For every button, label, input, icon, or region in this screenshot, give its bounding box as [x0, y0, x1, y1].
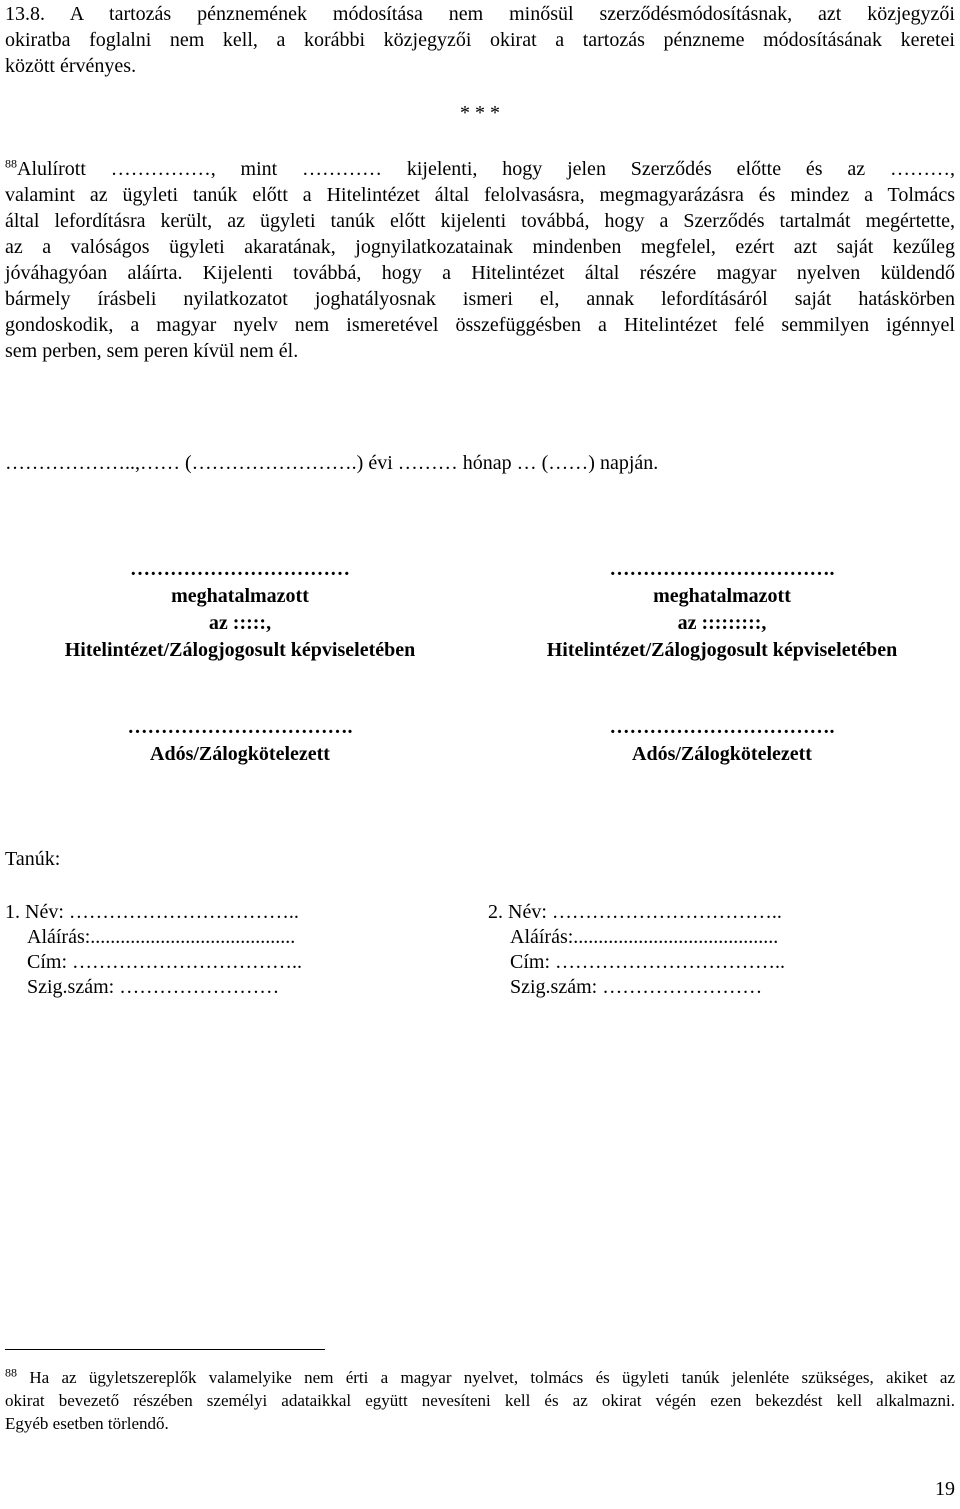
- declaration-line-3: által lefordításra került, az ügyleti tanúk előtt kijelenti továbbá, hogy a Szerződés tartalmát megértette,: [5, 210, 955, 232]
- witness-2-address: Cím: ……………………………..: [510, 951, 786, 973]
- declaration-line-8: sem perben, sem peren kívül nem él.: [5, 340, 299, 362]
- declaration-line-7: gondoskodik, a magyar nyelv nem ismeretével összefüggésben a Hitelintézet felé semmilyen igénnyel: [5, 314, 955, 336]
- footnote-number: 88: [5, 1365, 17, 1380]
- signature-role: Adós/Zálogkötelezett: [150, 743, 330, 765]
- declaration-line-4: az a valóságos ügyleti akaratának, jognyilatkozatainak mindenben megfelel, ezért azt saját kezűleg: [5, 236, 955, 258]
- signature-az: az :::::::::,: [677, 612, 767, 634]
- witness-1-signature: Aláírás:.........................................: [27, 926, 296, 948]
- signature-az: az :::::,: [208, 612, 272, 634]
- witness-1-address: Cím: ……………………………..: [27, 951, 303, 973]
- signature-role: meghatalmazott: [171, 585, 309, 607]
- witness-2-id: Szig.szám: ……………………: [510, 976, 763, 998]
- signature-role: meghatalmazott: [653, 585, 791, 607]
- section-13-8-line-1: 13.8. A tartozás pénznemének módosítása nem minősül szerződésmódosításnak, azt közjegyzői: [5, 3, 955, 25]
- signature-dots: …………………………….: [609, 558, 835, 580]
- section-13-8-line-3: között érvényes.: [5, 55, 137, 77]
- footnote-line-2: okirat bevezető részében személyi adataikkal együtt nevesíteni kell és az okirat végén ezen bekezdést kell alkalmazni.: [5, 1391, 955, 1410]
- witness-1-name: 1. Név: ……………………………..: [5, 901, 299, 923]
- declaration-line-6: bármely írásbeli nyilatkozatot joghatályosnak ismeri el, annak lefordításáról saját hatáskörben: [5, 288, 955, 310]
- footnote-line-3: Egyéb esetben törlendő.: [5, 1414, 169, 1433]
- witness-2-name: 2. Név: ……………………………..: [488, 901, 782, 923]
- signature-on-behalf: Hitelintézet/Zálogjogosult képviseletében: [546, 639, 898, 661]
- signature-block-debtor-2: [502, 714, 942, 768]
- footnote-ref: 88: [5, 156, 17, 171]
- signature-block-debtor-1: [20, 714, 460, 768]
- section-separator: * * *: [460, 102, 500, 124]
- signature-dots: …………………………….: [609, 716, 835, 738]
- witnesses-heading: Tanúk:: [5, 848, 61, 870]
- footnote-divider: [5, 1349, 325, 1350]
- signature-block-lender-1: [20, 556, 460, 664]
- footnote: [5, 1366, 955, 1435]
- declaration-line-1: $^{88}$Alulírott ……………, mint ………… kijelenti, hogy jelen Szerződés előtte és az ………,: [5, 156, 955, 180]
- declaration-line-5: jóváhagyóan aláírta. Kijelenti továbbá, hogy a Hitelintézet által részére magyar nyelven küldendő: [5, 262, 955, 284]
- witness-1-id: Szig.szám: ……………………: [27, 976, 280, 998]
- signature-on-behalf: Hitelintézet/Zálogjogosult képviseletében: [64, 639, 416, 661]
- declaration-line-2: valamint az ügyleti tanúk előtt a Hitelintézet által felolvasásra, megmagyarázásra és mindez a Tolmács: [5, 184, 955, 206]
- signature-role: Adós/Zálogkötelezett: [632, 743, 812, 765]
- section-13-8-line-2: okiratba foglalni nem kell, a korábbi közjegyzői okirat a tartozás pénzneme módosításának keretei: [5, 29, 955, 51]
- signature-dots: …………………………….: [127, 716, 353, 738]
- section-13-8: [5, 1, 955, 79]
- signature-block-lender-2: [502, 556, 942, 664]
- witness-2-signature: Aláírás:.........................................: [510, 926, 779, 948]
- declaration-paragraph: [5, 156, 955, 364]
- date-line: ………………..,…… (…………………….) évi ……… hónap … (……) napján.: [5, 452, 659, 474]
- page-number: 19: [935, 1478, 955, 1500]
- footnote-line-1: $^{88}$ Ha az ügyletszereplők valamelyike nem érti a magyar nyelvet, tolmács és ügyleti tanúk jelenléte szükséges, akiket az: [5, 1365, 955, 1387]
- signature-dots: ……………………………: [130, 558, 350, 580]
